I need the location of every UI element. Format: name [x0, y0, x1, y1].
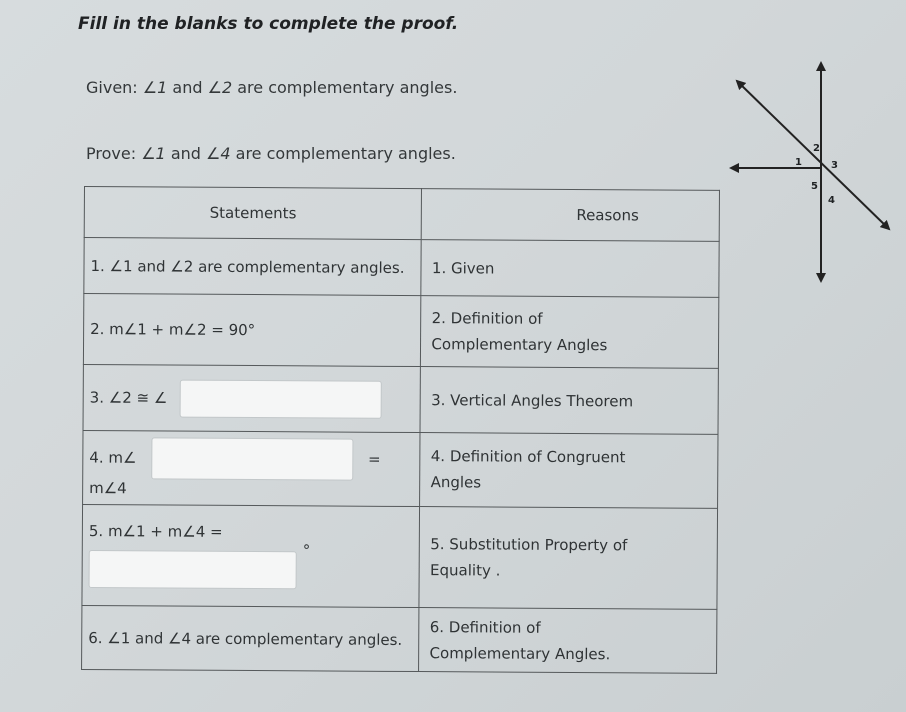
reasons-header: Reasons	[422, 189, 720, 242]
reason-6	[419, 608, 717, 673]
reason-2	[421, 295, 719, 368]
reason-4-line-1: 4. Definition of Congruent	[430, 447, 626, 467]
reason-4-line-2: Angles	[430, 473, 482, 492]
statement-6: 6. ∠1 and ∠4 are complementary angles.	[82, 606, 420, 672]
answer-blank-3[interactable]	[180, 379, 382, 418]
proof-row-3	[83, 365, 718, 434]
reason-2-line-2: Complementary Angles	[431, 335, 608, 355]
statement-1: 1. ∠1 and ∠2 are complementary angles.	[84, 238, 422, 296]
reason-3: 3. Vertical Angles Theorem	[420, 367, 718, 434]
statement-5	[82, 504, 420, 608]
angle-label-2: 2	[813, 143, 820, 154]
reason-6-line-1: 6. Definition of	[429, 617, 541, 637]
transversal-line	[737, 81, 889, 229]
given-angle-1: ∠1	[142, 78, 168, 97]
statement-5-text: 5. m∠1 + m∠4 =	[88, 522, 223, 541]
angle-label-1: 1	[795, 157, 802, 168]
prove-suffix: are complementary angles.	[235, 144, 456, 163]
statement-4-text-post: = m∠4	[89, 450, 381, 498]
statement-4-text-pre: 4. m∠	[89, 448, 137, 468]
proof-row-2	[83, 293, 718, 368]
given-prefix: Given:	[86, 78, 138, 97]
statement-3-text: 3. ∠2 ≅ ∠	[89, 388, 168, 407]
given-and: and	[172, 78, 203, 97]
proof-row-1	[84, 238, 719, 297]
prove-statement	[86, 144, 456, 163]
answer-blank-4[interactable]	[151, 438, 353, 481]
angle-diagram	[725, 55, 906, 290]
prove-angle-1: ∠1	[141, 144, 166, 163]
prove-and: and	[170, 144, 201, 163]
page-title: Fill in the blanks to complete the proof.	[78, 14, 459, 34]
reason-6-line-2: Complementary Angles.	[429, 643, 611, 663]
reason-1: 1. Given	[421, 240, 719, 297]
given-angle-2: ∠2	[207, 78, 233, 97]
given-suffix: are complementary angles.	[237, 78, 458, 97]
statement-4	[83, 430, 421, 506]
proof-row-5	[82, 504, 718, 610]
angle-label-5: 5	[811, 181, 818, 192]
angle-label-3: 3	[831, 160, 838, 171]
statements-header: Statements	[84, 187, 422, 240]
answer-blank-5[interactable]	[89, 550, 297, 589]
angle-label-4: 4	[828, 195, 835, 206]
proof-table	[81, 186, 720, 674]
prove-angle-4: ∠4	[206, 144, 231, 163]
reason-5	[419, 506, 717, 610]
proof-row-6	[82, 606, 717, 673]
proof-row-4	[83, 430, 718, 507]
reason-5-line-1: 5. Substitution Property of	[430, 535, 628, 555]
degree-symbol: °	[302, 541, 311, 560]
reason-4	[420, 433, 718, 508]
reason-2-line-1: 2. Definition of	[431, 309, 543, 328]
reason-5-line-2: Equality .	[430, 561, 501, 580]
given-statement	[86, 78, 457, 97]
statement-2: 2. m∠1 + m∠2 = 90°	[83, 293, 421, 367]
statement-3	[83, 365, 421, 433]
prove-prefix: Prove:	[86, 144, 137, 163]
